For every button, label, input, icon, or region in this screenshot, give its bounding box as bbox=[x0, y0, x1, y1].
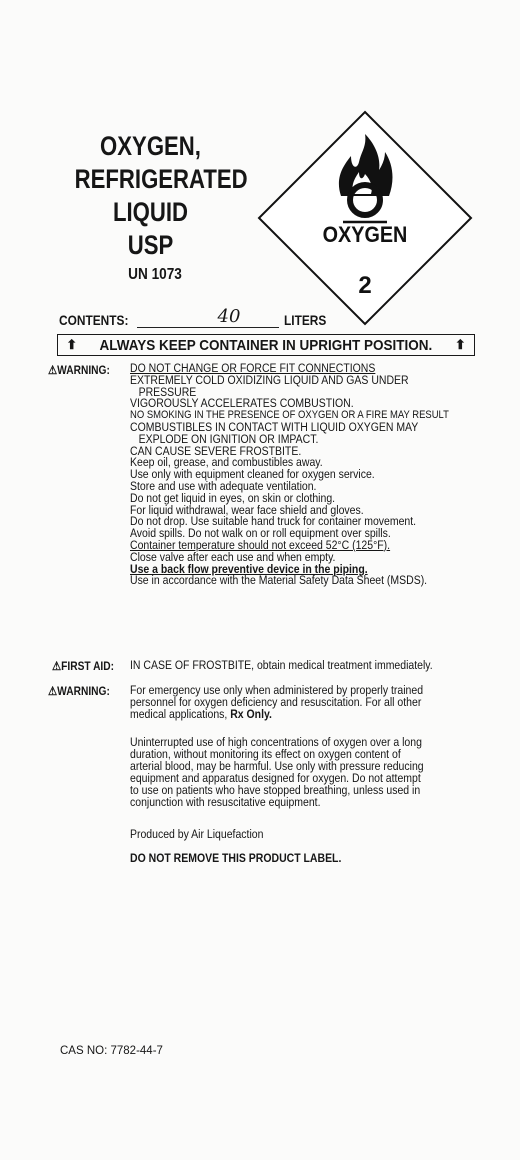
un-number: UN 1073 bbox=[128, 266, 182, 283]
warning-line: For liquid withdrawal, wear face shield and gloves. bbox=[130, 502, 364, 517]
rx-only: Rx Only. bbox=[230, 707, 272, 721]
product-title bbox=[74, 130, 248, 262]
contents-label: CONTENTS: bbox=[59, 312, 129, 328]
produced-by bbox=[130, 828, 485, 840]
warning-list bbox=[130, 363, 485, 587]
title-line: REFRIGERATED bbox=[74, 164, 248, 194]
warning-line: Do not drop. Use suitable hand truck for container movement. bbox=[130, 514, 417, 529]
warning-line: PRESSURE bbox=[138, 384, 197, 399]
first-aid-line: IN CASE OF FROSTBITE, obtain medical treatment immediately. bbox=[130, 658, 433, 672]
warning-triangle-icon: ⚠ bbox=[52, 659, 62, 673]
contents-value: 40 bbox=[217, 306, 241, 327]
produced-by-text: Produced by Air Liquefaction bbox=[130, 827, 264, 841]
up-arrow-icon: ⬆ bbox=[454, 337, 466, 352]
warning-label-text: WARNING: bbox=[57, 684, 110, 698]
para-line: Uninterrupted use of high concentrations of oxygen over a long bbox=[130, 735, 422, 749]
warning-2-para-2 bbox=[130, 736, 485, 808]
warning-line: Use only with equipment cleaned for oxygen service. bbox=[130, 467, 375, 482]
warning-line: Use a back flow preventive device in the piping. bbox=[130, 561, 368, 576]
cas-label: CAS NO: bbox=[60, 1045, 108, 1057]
warning-line: Do not get liquid in eyes, on skin or clothing. bbox=[130, 490, 336, 505]
warning-triangle-icon: ⚠ bbox=[48, 684, 58, 698]
warning-line: EXTREMELY COLD OXIDIZING LIQUID AND GAS UNDER bbox=[130, 372, 409, 387]
para-line: medical applications, Rx Only. bbox=[130, 707, 272, 721]
para-line: personnel for oxygen deficiency and resuscitation. For all other bbox=[130, 695, 422, 709]
warning-2-para-1 bbox=[130, 684, 485, 720]
placard-label: OXYGEN bbox=[322, 223, 408, 248]
warning-line: Container temperature should not exceed 52°C (125°F). bbox=[130, 537, 391, 552]
warning-label-2 bbox=[48, 684, 110, 698]
contents-unit: LITERS bbox=[284, 312, 327, 328]
title-line: USP bbox=[127, 230, 174, 260]
cas-number bbox=[60, 1045, 163, 1057]
warning-label bbox=[48, 363, 110, 377]
title-line: LIQUID bbox=[112, 197, 189, 227]
warning-line: DO NOT CHANGE OR FORCE FIT CONNECTIONS bbox=[130, 361, 376, 375]
contents-row bbox=[59, 306, 359, 332]
warning-line: Keep oil, grease, and combustibles away. bbox=[130, 455, 323, 470]
hazard-placard bbox=[255, 108, 475, 328]
warning-line: EXPLODE ON IGNITION OR IMPACT. bbox=[138, 431, 319, 446]
warning-line: NO SMOKING IN THE PRESENCE OF OXYGEN OR A FIRE MAY RESULT bbox=[130, 409, 449, 422]
cas-value: 7782-44-7 bbox=[110, 1045, 163, 1057]
warning-label-text: WARNING: bbox=[57, 363, 110, 377]
do-not-remove bbox=[130, 852, 485, 864]
first-aid-text bbox=[130, 659, 485, 671]
banner-text: ALWAYS KEEP CONTAINER IN UPRIGHT POSITION. bbox=[99, 336, 433, 354]
contents-underline bbox=[137, 327, 279, 328]
upright-banner bbox=[57, 334, 475, 356]
para-line: duration, without monitoring its effect on oxygen content of bbox=[130, 747, 401, 761]
warning-line: Close valve after each use and when empty. bbox=[130, 549, 336, 564]
para-line: For emergency use only when administered by properly trained bbox=[130, 683, 424, 697]
do-not-remove-text: DO NOT REMOVE THIS PRODUCT LABEL. bbox=[130, 851, 342, 865]
warning-line: VIGOROUSLY ACCELERATES COMBUSTION. bbox=[130, 396, 354, 411]
para-line: equipment and apparatus designed for oxygen. Do not attempt bbox=[130, 771, 421, 785]
warning-triangle-icon: ⚠ bbox=[48, 363, 58, 377]
warning-line: Use in accordance with the Material Safety Data Sheet (MSDS). bbox=[130, 573, 428, 588]
para-line: conjunction with resuscitative equipment. bbox=[130, 795, 321, 809]
first-aid-label bbox=[52, 659, 114, 673]
title-line: OXYGEN, bbox=[100, 131, 201, 161]
up-arrow-icon: ⬆ bbox=[66, 337, 78, 352]
warning-line: Avoid spills. Do not walk on or roll equipment over spills. bbox=[130, 526, 391, 541]
para-line: arterial blood, may be harmful. Use only with pressure reducing bbox=[130, 759, 424, 773]
warning-line: Store and use with adequate ventilation. bbox=[130, 478, 317, 493]
warning-line: COMBUSTIBLES IN CONTACT WITH LIQUID OXYGEN MAY bbox=[130, 419, 419, 434]
placard-diamond bbox=[255, 108, 475, 328]
first-aid-label-text: FIRST AID: bbox=[61, 659, 115, 673]
placard-class-number: 2 bbox=[358, 272, 372, 299]
para-line: to use on patients who have stopped breathing, unless used in bbox=[130, 783, 421, 797]
warning-line: CAN CAUSE SEVERE FROSTBITE. bbox=[130, 443, 302, 458]
